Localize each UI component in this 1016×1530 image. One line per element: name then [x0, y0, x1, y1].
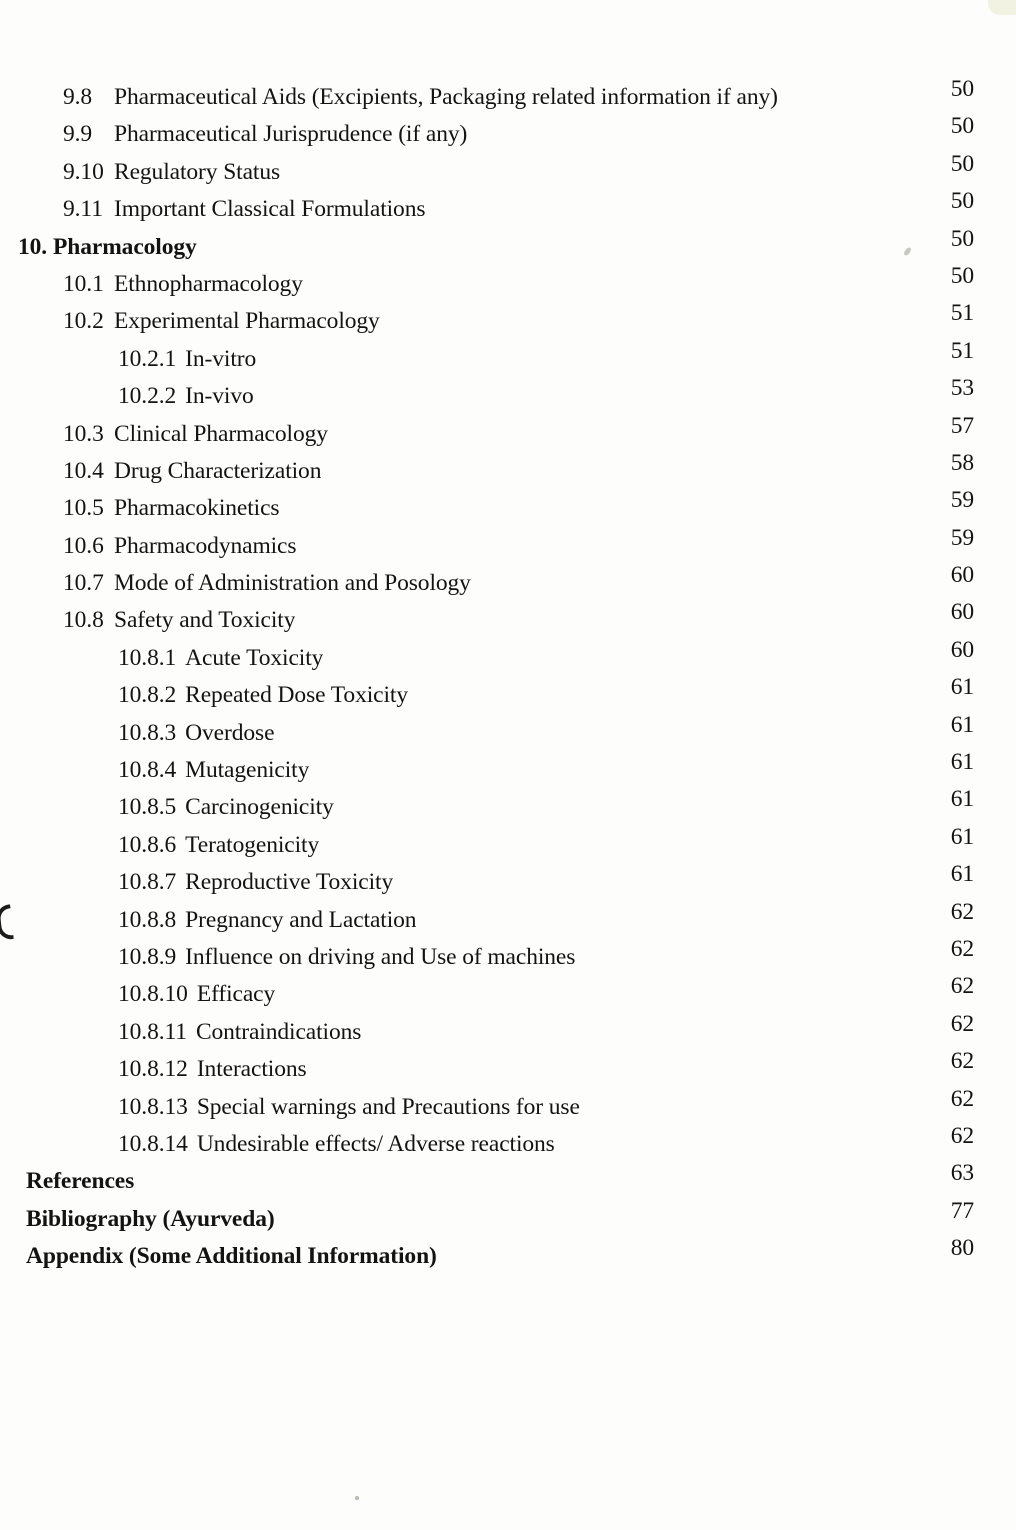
toc-entry-title: Pharmaceutical Aids (Excipients, Packaging related information if any): [114, 84, 778, 110]
scan-artifact-speck: [355, 1496, 359, 1500]
toc-entry-title: Teratogenicity: [185, 831, 320, 858]
toc-entry-title: References: [26, 1168, 135, 1195]
toc-entry: [0, 337, 1016, 383]
toc-entry-title: Safety and Toxicity: [114, 607, 296, 634]
toc-entry-number: 10.7: [63, 570, 104, 597]
toc-entry-number: 10.8.2: [118, 682, 177, 709]
toc-entry-page: 50: [950, 225, 974, 252]
toc-entry: [0, 1122, 1016, 1168]
toc-entry-number: 9.10: [63, 158, 104, 185]
toc-entry-page: 60: [950, 599, 974, 626]
toc-entry-page: 80: [950, 1235, 974, 1262]
toc-entry-page: 57: [950, 412, 974, 439]
toc-entry-title: Pharmacology: [53, 233, 197, 260]
toc-entry-page: 62: [950, 898, 974, 925]
toc-entry-number: 10.8.5: [118, 794, 177, 821]
toc-entry-number: 10.8.7: [118, 869, 177, 896]
toc-entry-number: 10.8.3: [118, 719, 177, 746]
toc-entry-page: 77: [950, 1197, 974, 1224]
toc-entry-page: 50: [950, 188, 974, 215]
toc-entry: [0, 1010, 1016, 1056]
toc-entry-page: 62: [950, 1085, 974, 1112]
toc-entry-title: Undesirable effects/ Adverse reactions: [196, 1130, 555, 1157]
toc-entry-title: Pregnancy and Lactation: [185, 906, 417, 933]
toc-entry-page: 50: [950, 113, 974, 140]
toc-entry-number: 10.8.10: [118, 981, 188, 1008]
toc-entry-number: 10.6: [63, 532, 104, 559]
toc-entry-page: 63: [950, 1160, 974, 1187]
toc-entry: [0, 262, 1016, 308]
toc-entry: [0, 76, 1016, 121]
toc-entry-title: Pharmaceutical Jurisprudence (if any): [114, 121, 468, 148]
toc-entry: [0, 898, 1016, 944]
toc-entry: [0, 674, 1016, 719]
toc-entry-number: 10.8.14: [118, 1130, 188, 1157]
scan-artifact-corner-tint: [988, 0, 1016, 15]
toc-entry-number: 9.8: [63, 84, 93, 110]
toc-entry-page: 61: [950, 786, 974, 813]
toc-entry-page: 50: [950, 150, 974, 177]
toc-entry-number: 10.8: [63, 607, 104, 634]
toc-entry-page: 62: [950, 1122, 974, 1149]
toc-entry: [0, 1197, 1016, 1243]
toc-entry: [0, 188, 1016, 233]
toc-entry-number: 10.5: [63, 495, 104, 522]
toc-entry-title: Overdose: [185, 719, 275, 746]
toc-entry-page: 53: [950, 375, 974, 402]
toc-entry-title: Contraindications: [195, 1018, 362, 1045]
toc-list: [0, 76, 1016, 1281]
toc-entry-title: In-vitro: [185, 345, 257, 372]
toc-entry: [0, 823, 1016, 869]
toc-entry-number: 10.3: [63, 420, 104, 447]
toc-entry-title: Experimental Pharmacology: [114, 308, 380, 335]
toc-entry-page: 61: [950, 711, 974, 738]
toc-entry-title: Appendix (Some Additional Information): [26, 1243, 437, 1270]
toc-entry-number: 9.11: [63, 196, 103, 223]
toc-entry-page: 51: [950, 300, 974, 327]
toc-entry: [0, 150, 1016, 196]
toc-entry-page: 58: [950, 449, 974, 476]
toc-entry: [0, 973, 1016, 1018]
toc-entry-title: Drug Characterization: [114, 457, 322, 484]
toc-entry-page: 61: [950, 674, 974, 701]
toc-entry-number: 10.8.4: [118, 757, 177, 784]
toc-entry-page: 59: [950, 524, 974, 551]
toc-entry-title: Clinical Pharmacology: [114, 420, 328, 447]
toc-entry-page: 51: [950, 337, 974, 364]
toc-entry: [0, 1160, 1016, 1205]
toc-entry-title: Influence on driving and Use of machines: [185, 943, 576, 970]
toc-entry-title: Mutagenicity: [185, 757, 310, 784]
toc-entry: [0, 524, 1016, 570]
toc-entry-number: 10.4: [63, 457, 104, 484]
toc-entry: [0, 412, 1016, 458]
toc-entry-title: Pharmacokinetics: [114, 495, 280, 522]
toc-entry: [0, 786, 1016, 831]
toc-entry-title: Special warnings and Precautions for use: [196, 1093, 580, 1120]
toc-entry-page: 60: [950, 562, 974, 589]
toc-entry: [0, 711, 1016, 757]
toc-entry-number: 10.8.11: [118, 1018, 187, 1045]
toc-entry-number: 10.8.9: [118, 943, 177, 970]
toc-entry: [0, 449, 1016, 495]
toc-entry: [0, 113, 1016, 158]
toc-entry-number: 10.2.1: [118, 345, 177, 372]
toc-entry-title: Efficacy: [196, 981, 276, 1008]
toc-entry-title: Important Classical Formulations: [114, 196, 426, 223]
toc-entry-page: 62: [950, 935, 974, 962]
toc-entry-page: 62: [950, 1010, 974, 1037]
toc-entry-number: 10.2: [63, 308, 104, 335]
toc-entry-page: 60: [950, 636, 974, 663]
toc-entry: [0, 599, 1016, 644]
toc-entry: [0, 1235, 1016, 1280]
toc-entry-number: 10.8.12: [118, 1056, 188, 1083]
toc-entry-number: 10.8.1: [118, 644, 177, 671]
toc-entry-title: Carcinogenicity: [185, 794, 334, 821]
toc-entry-title: In-vivo: [185, 383, 254, 410]
toc-entry-page: 61: [950, 823, 974, 850]
toc-entry-title: Interactions: [196, 1056, 307, 1083]
toc-entry: [0, 300, 1016, 345]
toc-entry: [0, 935, 1016, 981]
toc-entry: [0, 1048, 1016, 1093]
toc-entry-title: Regulatory Status: [114, 158, 281, 185]
toc-entry-number: 10.8.6: [118, 831, 177, 858]
toc-entry-title: Ethnopharmacology: [114, 270, 303, 297]
toc-entry: [0, 1085, 1016, 1131]
toc-entry: [0, 749, 1016, 794]
toc-entry-number: 10.2.2: [118, 383, 177, 410]
toc-entry: [0, 375, 1016, 420]
toc-entry-title: Repeated Dose Toxicity: [185, 682, 408, 709]
toc-entry: [0, 636, 1016, 682]
toc-entry: [0, 487, 1016, 532]
toc-entry-title: Acute Toxicity: [185, 644, 324, 671]
toc-entry-number: 10.8.13: [118, 1093, 188, 1120]
toc-entry: [0, 225, 1016, 271]
toc-entry-page: 62: [950, 1048, 974, 1075]
toc-entry-page: 61: [950, 749, 974, 776]
toc-entry-title: Reproductive Toxicity: [185, 869, 394, 896]
toc-entry-page: 59: [950, 487, 974, 514]
toc-entry-number: 10.: [18, 233, 48, 260]
toc-entry-number: 9.9: [63, 121, 93, 148]
toc-entry-page: 50: [950, 76, 974, 102]
toc-entry-page: 62: [950, 973, 974, 1000]
toc-entry-page: 61: [950, 861, 974, 888]
toc-entry-title: Pharmacodynamics: [114, 532, 297, 559]
toc-entry-number: 10.8.8: [118, 906, 177, 933]
toc-entry-number: 10.1: [63, 270, 104, 297]
toc-entry-title: Mode of Administration and Posology: [114, 570, 471, 597]
toc-entry: [0, 861, 1016, 906]
toc-entry: [0, 562, 1016, 607]
toc-entry-title: Bibliography (Ayurveda): [26, 1205, 275, 1232]
toc-entry-page: 50: [950, 262, 974, 289]
